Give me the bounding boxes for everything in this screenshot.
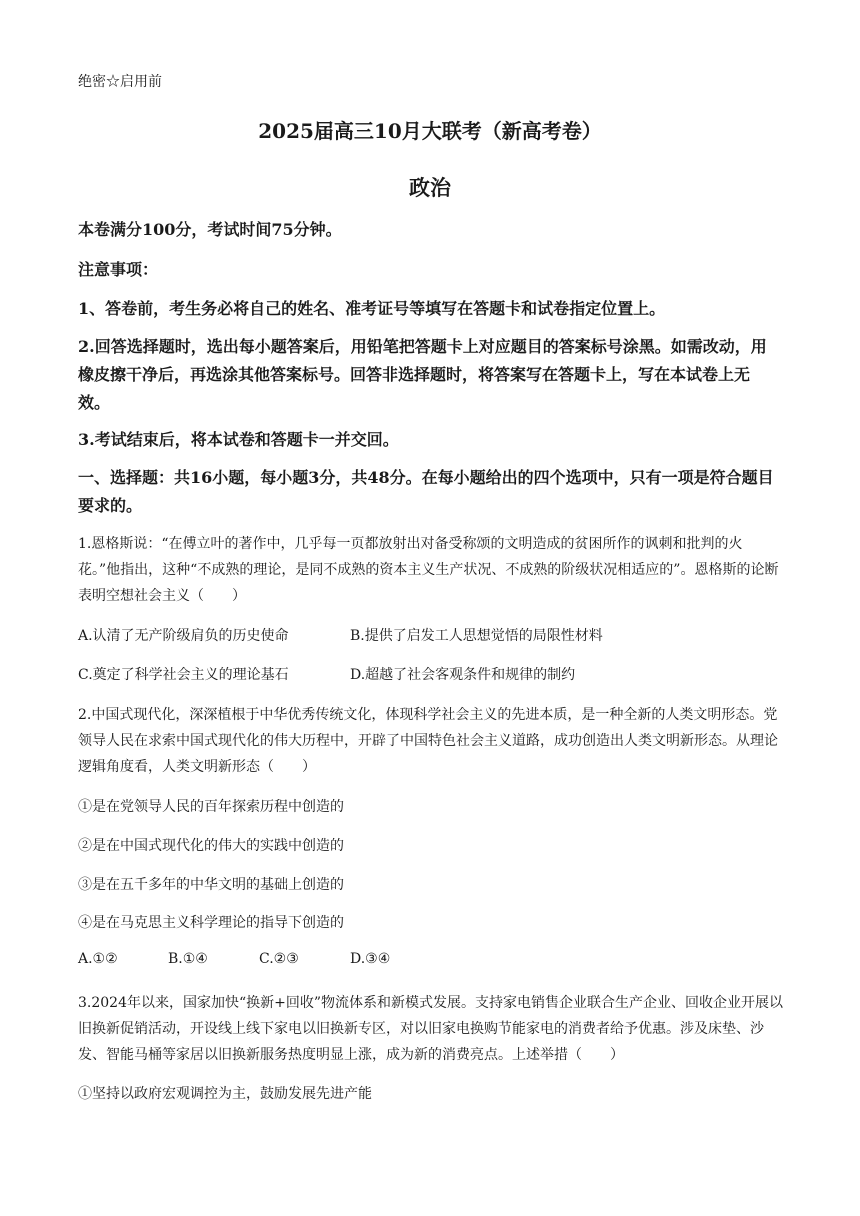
question-2-statement-2: ②是在中国式现代化的伟大的实践中创造的 bbox=[78, 838, 344, 854]
notice-title: 注意事项： bbox=[78, 260, 159, 279]
question-2-option-c: C.②③ bbox=[259, 951, 299, 967]
exam-title: 2025届高三10月大联考（新高考卷） bbox=[258, 119, 602, 143]
question-2-stem: 2.中国式现代化，深深植根于中华优秀传统文化，体现科学社会主义的先进本质，是一种全新的人类文明形态。党领导人民在求索中国式现代化的伟大历程中，开辟了中国特色社会主义道路，成功创造出人类文明新形态。从理论逻辑角度看，人类文明新形态（ ） bbox=[78, 707, 778, 775]
question-3-statement-1: ①坚持以政府宏观调控为主，鼓励发展先进产能 bbox=[78, 1086, 372, 1102]
question-1-option-d: D.超越了社会客观条件和规律的制约 bbox=[350, 667, 576, 683]
question-1-option-a: A.认清了无产阶级肩负的历史使命 bbox=[78, 628, 289, 644]
notice-item-3: 3.考试结束后，将本试卷和答题卡一并交回。 bbox=[78, 430, 399, 449]
question-2-statement-3: ③是在五千多年的中华文明的基础上创造的 bbox=[78, 877, 344, 893]
question-2-option-b: B.①④ bbox=[168, 951, 208, 967]
question-1-option-b: B.提供了启发工人思想觉悟的局限性材料 bbox=[350, 628, 603, 644]
question-2-statement-4: ④是在马克思主义科学理论的指导下创造的 bbox=[78, 915, 344, 931]
confidential-label: 绝密☆启用前 bbox=[78, 74, 162, 90]
question-1-option-c: C.奠定了科学社会主义的理论基石 bbox=[78, 667, 289, 683]
question-2-option-a: A.①② bbox=[78, 951, 118, 967]
section-heading: 一、选择题：共16小题，每小题3分，共48分。在每小题给出的四个选项中，只有一项是符合题目要求的。 bbox=[78, 468, 774, 515]
notice-item-2: 2.回答选择题时，选出每小题答案后，用铅笔把答题卡上对应题目的答案标号涂黑。如需改动，用橡皮擦干净后，再选涂其他答案标号。回答非选择题时，将答案写在答题卡上，写在本试卷上无效。 bbox=[78, 337, 767, 412]
subject-title: 政治 bbox=[409, 175, 451, 200]
notice-item-1: 1、答卷前，考生务必将自己的姓名、准考证号等填写在答题卡和试卷指定位置上。 bbox=[78, 299, 666, 318]
question-2-option-d: D.③④ bbox=[350, 951, 391, 967]
question-3-stem: 3.2024年以来，国家加快“换新+回收”物流体系和新模式发展。支持家电销售企业联合生产企业、回收企业开展以旧换新促销活动，开设线上线下家电以旧换新专区，对以旧家电换购节能家电的消费者给予优惠。涉及床垫、沙发、智能马桶等家居以旧换新服务热度明显上涨，成为新的消费亮点。上述举措（ ） bbox=[78, 995, 784, 1063]
question-1-stem: 1.恩格斯说：“在傅立叶的著作中，几乎每一页都放射出对备受称颂的文明造成的贫困所作的讽刺和批判的火花。”他指出，这种“不成熟的理论，是同不成熟的资本主义生产状况、不成熟的阶级状况相适应的”。恩格斯的论断表明空想社会主义（ ） bbox=[78, 536, 779, 604]
question-2-statement-1: ①是在党领导人民的百年探索历程中创造的 bbox=[78, 799, 344, 815]
score-time-note: 本卷满分100分，考试时间75分钟。 bbox=[78, 220, 342, 239]
